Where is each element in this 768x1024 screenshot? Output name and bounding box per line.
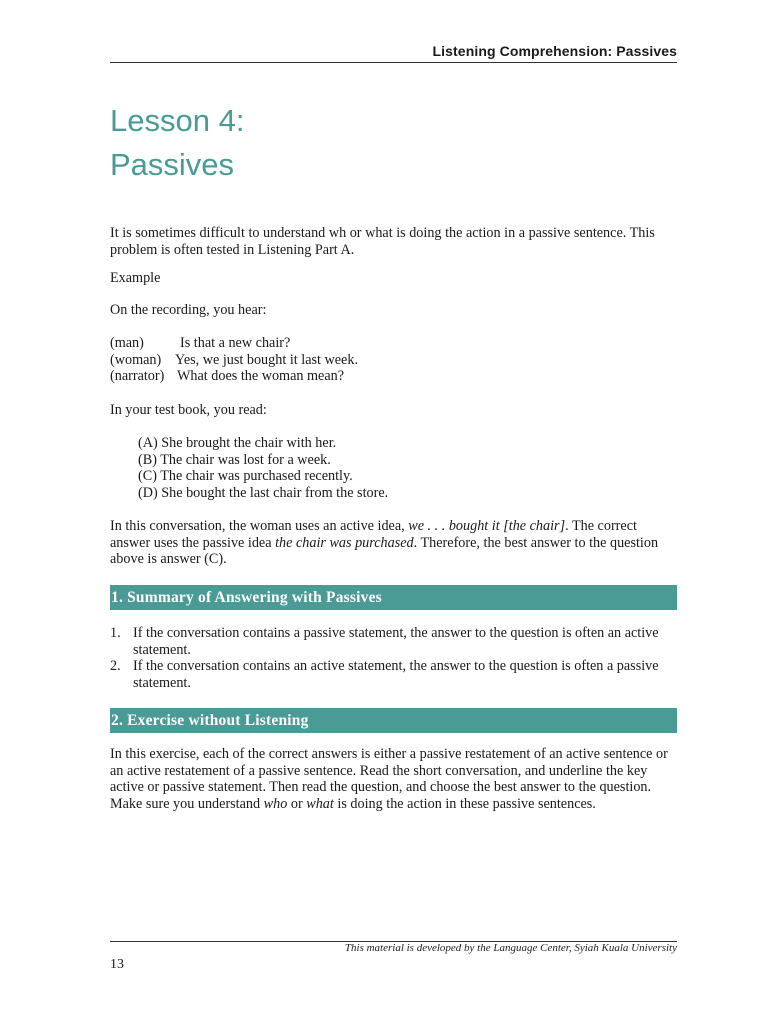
exercise-paragraph xyxy=(110,746,677,812)
conclusion-italic: we . . . bought it [the chair] xyxy=(408,518,566,534)
running-head: Listening Comprehension: Passives xyxy=(432,43,677,59)
list-text: If the conversation contains an active statement, the answer to the question is often a passive statement. xyxy=(133,658,659,691)
dialogue-text: Yes, we just bought it last week. xyxy=(175,351,358,368)
list-number: 1. xyxy=(110,625,121,641)
conclusion-italic: the chair was purchased xyxy=(275,534,414,551)
test-book-label: In your test book, you read: xyxy=(110,402,267,418)
section-heading-summary: 1. Summary of Answering with Passives xyxy=(110,585,677,610)
document-page xyxy=(110,0,677,1024)
answer-option: (A) She brought the chair with her. xyxy=(138,435,337,451)
dialogue-line xyxy=(110,368,677,385)
speaker-label: (woman) xyxy=(110,351,162,368)
lesson-title xyxy=(110,99,244,187)
dialogue-text: What does the woman mean? xyxy=(177,368,345,384)
conclusion-paragraph xyxy=(110,518,677,568)
list-text: If the conversation contains a passive statement, the answer to the question is often an active statement. xyxy=(133,625,659,658)
speaker-label: (man) xyxy=(110,335,144,351)
example-label: Example xyxy=(110,270,161,286)
exercise-italic: what xyxy=(306,795,334,812)
lesson-title-line1: Lesson 4: xyxy=(110,103,245,138)
recording-label: On the recording, you hear: xyxy=(110,302,267,318)
lesson-title-line2: Passives xyxy=(110,147,235,182)
conclusion-text: In this conversation, the woman uses an active idea, xyxy=(110,518,409,534)
exercise-italic: who xyxy=(263,795,288,812)
exercise-text: In this exercise, each of the correct answers is either a passive restatement of an active sentence or an active restatement of a passive sentence. Read the short conversation, and underline the key active or passive statement. Then read the question, and choose the best answer to the question. Make sure you understand xyxy=(110,746,668,812)
answer-option: (B) The chair was lost for a week. xyxy=(138,451,331,468)
answer-option: (C) The chair was purchased recently. xyxy=(138,468,353,484)
exercise-text: or xyxy=(287,795,307,812)
footer-note: This material is developed by the Language Center, Syiah Kuala University xyxy=(344,942,677,954)
page-number: 13 xyxy=(110,957,124,972)
exercise-text: is doing the action in these passive sentences. xyxy=(333,795,596,812)
conclusion-text: . Therefore, the best answer to the question above is answer (C). xyxy=(110,534,659,567)
dialogue-line xyxy=(110,352,677,369)
answer-option: (D) She bought the last chair from the store. xyxy=(138,484,389,501)
section-heading-exercise: 2. Exercise without Listening xyxy=(110,708,677,733)
answer-options xyxy=(138,435,638,501)
dialogue xyxy=(110,335,677,385)
dialogue-line xyxy=(110,335,677,352)
header-rule xyxy=(110,62,677,63)
list-item xyxy=(110,625,677,658)
list-number: 2. xyxy=(110,658,121,674)
list-item xyxy=(110,658,677,691)
conclusion-text: . The correct answer uses the passive idea xyxy=(110,518,637,551)
intro-paragraph: It is sometimes difficult to understand wh or what is doing the action in a passive sentence. This problem is often tested in Listening Part A. xyxy=(110,225,655,258)
summary-list xyxy=(110,625,677,691)
speaker-label: (narrator) xyxy=(110,368,165,384)
dialogue-text: Is that a new chair? xyxy=(180,335,291,351)
